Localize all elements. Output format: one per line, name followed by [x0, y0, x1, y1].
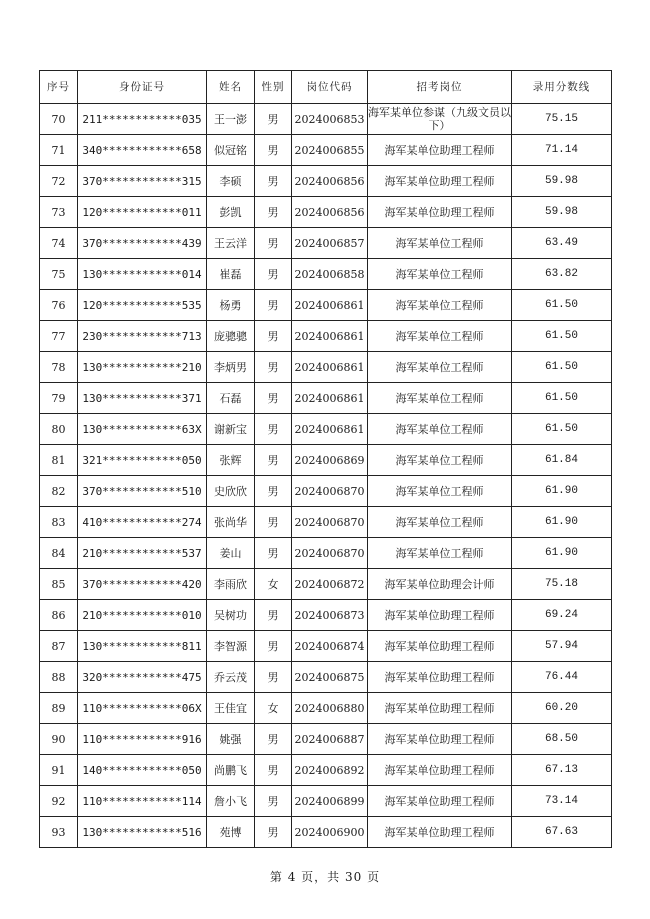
cell-score: 73.14 [512, 786, 612, 817]
cell-gender: 男 [255, 321, 292, 352]
cell-code: 2024006874 [292, 631, 368, 662]
cell-name: 似冠铭 [207, 135, 255, 166]
cell-score: 75.18 [512, 569, 612, 600]
cell-id: 130************811 [78, 631, 207, 662]
cell-post: 海军某单位助理工程师 [368, 693, 512, 724]
cell-score: 60.20 [512, 693, 612, 724]
header-gender: 性别 [255, 71, 292, 104]
cell-id: 130************516 [78, 817, 207, 848]
cell-seq: 74 [40, 228, 78, 259]
cell-gender: 男 [255, 259, 292, 290]
table-row [40, 104, 612, 135]
cell-id: 211************035 [78, 104, 207, 135]
table-row [40, 445, 612, 476]
cell-code: 2024006900 [292, 817, 368, 848]
table-row [40, 662, 612, 693]
cell-id: 130************63X [78, 414, 207, 445]
cell-seq: 71 [40, 135, 78, 166]
cell-post: 海军某单位参谋（九级文员以下） [368, 104, 512, 135]
cell-id: 120************011 [78, 197, 207, 228]
header-code: 岗位代码 [292, 71, 368, 104]
cell-name: 乔云茂 [207, 662, 255, 693]
cell-gender: 男 [255, 135, 292, 166]
cell-gender: 男 [255, 228, 292, 259]
cell-post: 海军某单位工程师 [368, 228, 512, 259]
page-footer: 第 4 页，共 30 页 [269, 870, 381, 884]
cell-id: 120************535 [78, 290, 207, 321]
cell-gender: 男 [255, 166, 292, 197]
cell-code: 2024006856 [292, 166, 368, 197]
cell-seq: 91 [40, 755, 78, 786]
cell-score: 61.84 [512, 445, 612, 476]
cell-code: 2024006870 [292, 476, 368, 507]
table-row [40, 135, 612, 166]
cell-post: 海军某单位工程师 [368, 476, 512, 507]
cell-name: 李炳男 [207, 352, 255, 383]
cell-name: 王云洋 [207, 228, 255, 259]
cell-post: 海军某单位助理工程师 [368, 817, 512, 848]
cell-id: 370************315 [78, 166, 207, 197]
cell-score: 71.14 [512, 135, 612, 166]
cell-code: 2024006869 [292, 445, 368, 476]
cell-gender: 男 [255, 817, 292, 848]
cell-score: 61.90 [512, 538, 612, 569]
cell-id: 340************658 [78, 135, 207, 166]
cell-name: 詹小飞 [207, 786, 255, 817]
cell-id: 130************371 [78, 383, 207, 414]
cell-id: 130************014 [78, 259, 207, 290]
table-row [40, 507, 612, 538]
table-row [40, 724, 612, 755]
cell-name: 彭凯 [207, 197, 255, 228]
cell-post: 海军某单位工程师 [368, 352, 512, 383]
cell-name: 王一澎 [207, 104, 255, 135]
table-row [40, 755, 612, 786]
cell-seq: 72 [40, 166, 78, 197]
cell-seq: 89 [40, 693, 78, 724]
cell-gender: 男 [255, 445, 292, 476]
cell-id: 110************916 [78, 724, 207, 755]
cell-score: 61.50 [512, 352, 612, 383]
admission-table [39, 70, 612, 848]
cell-code: 2024006899 [292, 786, 368, 817]
cell-code: 2024006870 [292, 538, 368, 569]
cell-gender: 男 [255, 414, 292, 445]
cell-code: 2024006855 [292, 135, 368, 166]
cell-id: 370************420 [78, 569, 207, 600]
table-row [40, 693, 612, 724]
cell-post: 海军某单位工程师 [368, 383, 512, 414]
cell-score: 61.50 [512, 321, 612, 352]
cell-name: 石磊 [207, 383, 255, 414]
header-score: 录用分数线 [512, 71, 612, 104]
header-seq: 序号 [40, 71, 78, 104]
table-row [40, 290, 612, 321]
cell-name: 张辉 [207, 445, 255, 476]
cell-name: 庞骢骢 [207, 321, 255, 352]
cell-code: 2024006873 [292, 600, 368, 631]
table-row [40, 817, 612, 848]
cell-seq: 78 [40, 352, 78, 383]
table-row [40, 259, 612, 290]
cell-gender: 男 [255, 197, 292, 228]
cell-code: 2024006861 [292, 414, 368, 445]
header-name: 姓名 [207, 71, 255, 104]
cell-name: 姚强 [207, 724, 255, 755]
cell-seq: 75 [40, 259, 78, 290]
cell-post: 海军某单位工程师 [368, 321, 512, 352]
cell-post: 海军某单位工程师 [368, 538, 512, 569]
cell-code: 2024006861 [292, 383, 368, 414]
table-row [40, 600, 612, 631]
cell-score: 57.94 [512, 631, 612, 662]
cell-gender: 男 [255, 383, 292, 414]
cell-id: 110************06X [78, 693, 207, 724]
cell-post: 海军某单位助理工程师 [368, 600, 512, 631]
cell-gender: 男 [255, 507, 292, 538]
cell-gender: 男 [255, 352, 292, 383]
cell-gender: 男 [255, 290, 292, 321]
cell-score: 61.90 [512, 476, 612, 507]
cell-seq: 83 [40, 507, 78, 538]
header-post: 招考岗位 [368, 71, 512, 104]
cell-post: 海军某单位工程师 [368, 507, 512, 538]
cell-name: 崔磊 [207, 259, 255, 290]
table-row [40, 569, 612, 600]
cell-score: 68.50 [512, 724, 612, 755]
cell-score: 63.82 [512, 259, 612, 290]
cell-gender: 男 [255, 476, 292, 507]
cell-seq: 82 [40, 476, 78, 507]
cell-post: 海军某单位助理工程师 [368, 197, 512, 228]
cell-score: 76.44 [512, 662, 612, 693]
cell-score: 67.13 [512, 755, 612, 786]
cell-id: 130************210 [78, 352, 207, 383]
cell-name: 杨勇 [207, 290, 255, 321]
cell-post: 海军某单位助理会计师 [368, 569, 512, 600]
cell-code: 2024006857 [292, 228, 368, 259]
cell-gender: 男 [255, 662, 292, 693]
cell-seq: 88 [40, 662, 78, 693]
cell-id: 321************050 [78, 445, 207, 476]
cell-name: 李智源 [207, 631, 255, 662]
cell-post: 海军某单位工程师 [368, 445, 512, 476]
header-id: 身份证号 [78, 71, 207, 104]
cell-name: 王佳宜 [207, 693, 255, 724]
table-row [40, 228, 612, 259]
cell-code: 2024006875 [292, 662, 368, 693]
cell-name: 姜山 [207, 538, 255, 569]
cell-id: 230************713 [78, 321, 207, 352]
cell-id: 320************475 [78, 662, 207, 693]
cell-seq: 87 [40, 631, 78, 662]
cell-seq: 76 [40, 290, 78, 321]
cell-id: 410************274 [78, 507, 207, 538]
header-row [40, 71, 612, 104]
cell-score: 61.90 [512, 507, 612, 538]
cell-code: 2024006870 [292, 507, 368, 538]
cell-gender: 男 [255, 104, 292, 135]
cell-post: 海军某单位助理工程师 [368, 755, 512, 786]
cell-seq: 73 [40, 197, 78, 228]
cell-id: 110************114 [78, 786, 207, 817]
cell-id: 140************050 [78, 755, 207, 786]
cell-seq: 86 [40, 600, 78, 631]
cell-post: 海军某单位工程师 [368, 414, 512, 445]
cell-post: 海军某单位助理工程师 [368, 786, 512, 817]
cell-code: 2024006880 [292, 693, 368, 724]
cell-gender: 男 [255, 724, 292, 755]
table-row [40, 786, 612, 817]
cell-seq: 70 [40, 104, 78, 135]
cell-post: 海军某单位助理工程师 [368, 166, 512, 197]
cell-score: 75.15 [512, 104, 612, 135]
cell-score: 61.50 [512, 290, 612, 321]
cell-score: 63.49 [512, 228, 612, 259]
table-row [40, 197, 612, 228]
cell-gender: 女 [255, 569, 292, 600]
cell-code: 2024006872 [292, 569, 368, 600]
cell-code: 2024006858 [292, 259, 368, 290]
cell-seq: 81 [40, 445, 78, 476]
cell-seq: 80 [40, 414, 78, 445]
cell-code: 2024006861 [292, 321, 368, 352]
cell-score: 59.98 [512, 166, 612, 197]
table-row [40, 321, 612, 352]
cell-code: 2024006887 [292, 724, 368, 755]
cell-seq: 85 [40, 569, 78, 600]
cell-name: 吴树功 [207, 600, 255, 631]
cell-code: 2024006853 [292, 104, 368, 135]
cell-id: 370************510 [78, 476, 207, 507]
cell-gender: 男 [255, 786, 292, 817]
table-row [40, 476, 612, 507]
table-row [40, 631, 612, 662]
cell-code: 2024006856 [292, 197, 368, 228]
cell-code: 2024006861 [292, 352, 368, 383]
cell-seq: 79 [40, 383, 78, 414]
cell-score: 69.24 [512, 600, 612, 631]
cell-post: 海军某单位助理工程师 [368, 724, 512, 755]
cell-seq: 90 [40, 724, 78, 755]
cell-name: 谢新宝 [207, 414, 255, 445]
cell-id: 210************010 [78, 600, 207, 631]
table-row [40, 166, 612, 197]
table-row [40, 414, 612, 445]
cell-name: 李雨欣 [207, 569, 255, 600]
cell-name: 李硕 [207, 166, 255, 197]
cell-code: 2024006892 [292, 755, 368, 786]
cell-gender: 女 [255, 693, 292, 724]
cell-name: 尚鹏飞 [207, 755, 255, 786]
table-row [40, 383, 612, 414]
cell-post: 海军某单位助理工程师 [368, 662, 512, 693]
cell-name: 张尚华 [207, 507, 255, 538]
cell-seq: 84 [40, 538, 78, 569]
cell-post: 海军某单位助理工程师 [368, 135, 512, 166]
cell-score: 61.50 [512, 414, 612, 445]
cell-name: 苑博 [207, 817, 255, 848]
cell-seq: 93 [40, 817, 78, 848]
cell-post: 海军某单位工程师 [368, 290, 512, 321]
cell-gender: 男 [255, 631, 292, 662]
cell-score: 61.50 [512, 383, 612, 414]
table-row [40, 538, 612, 569]
cell-code: 2024006861 [292, 290, 368, 321]
cell-post: 海军某单位助理工程师 [368, 631, 512, 662]
cell-gender: 男 [255, 538, 292, 569]
cell-gender: 男 [255, 755, 292, 786]
cell-gender: 男 [255, 600, 292, 631]
cell-post: 海军某单位工程师 [368, 259, 512, 290]
cell-seq: 92 [40, 786, 78, 817]
table-row [40, 352, 612, 383]
cell-score: 67.63 [512, 817, 612, 848]
cell-seq: 77 [40, 321, 78, 352]
cell-id: 210************537 [78, 538, 207, 569]
cell-score: 59.98 [512, 197, 612, 228]
cell-id: 370************439 [78, 228, 207, 259]
cell-name: 史欣欣 [207, 476, 255, 507]
